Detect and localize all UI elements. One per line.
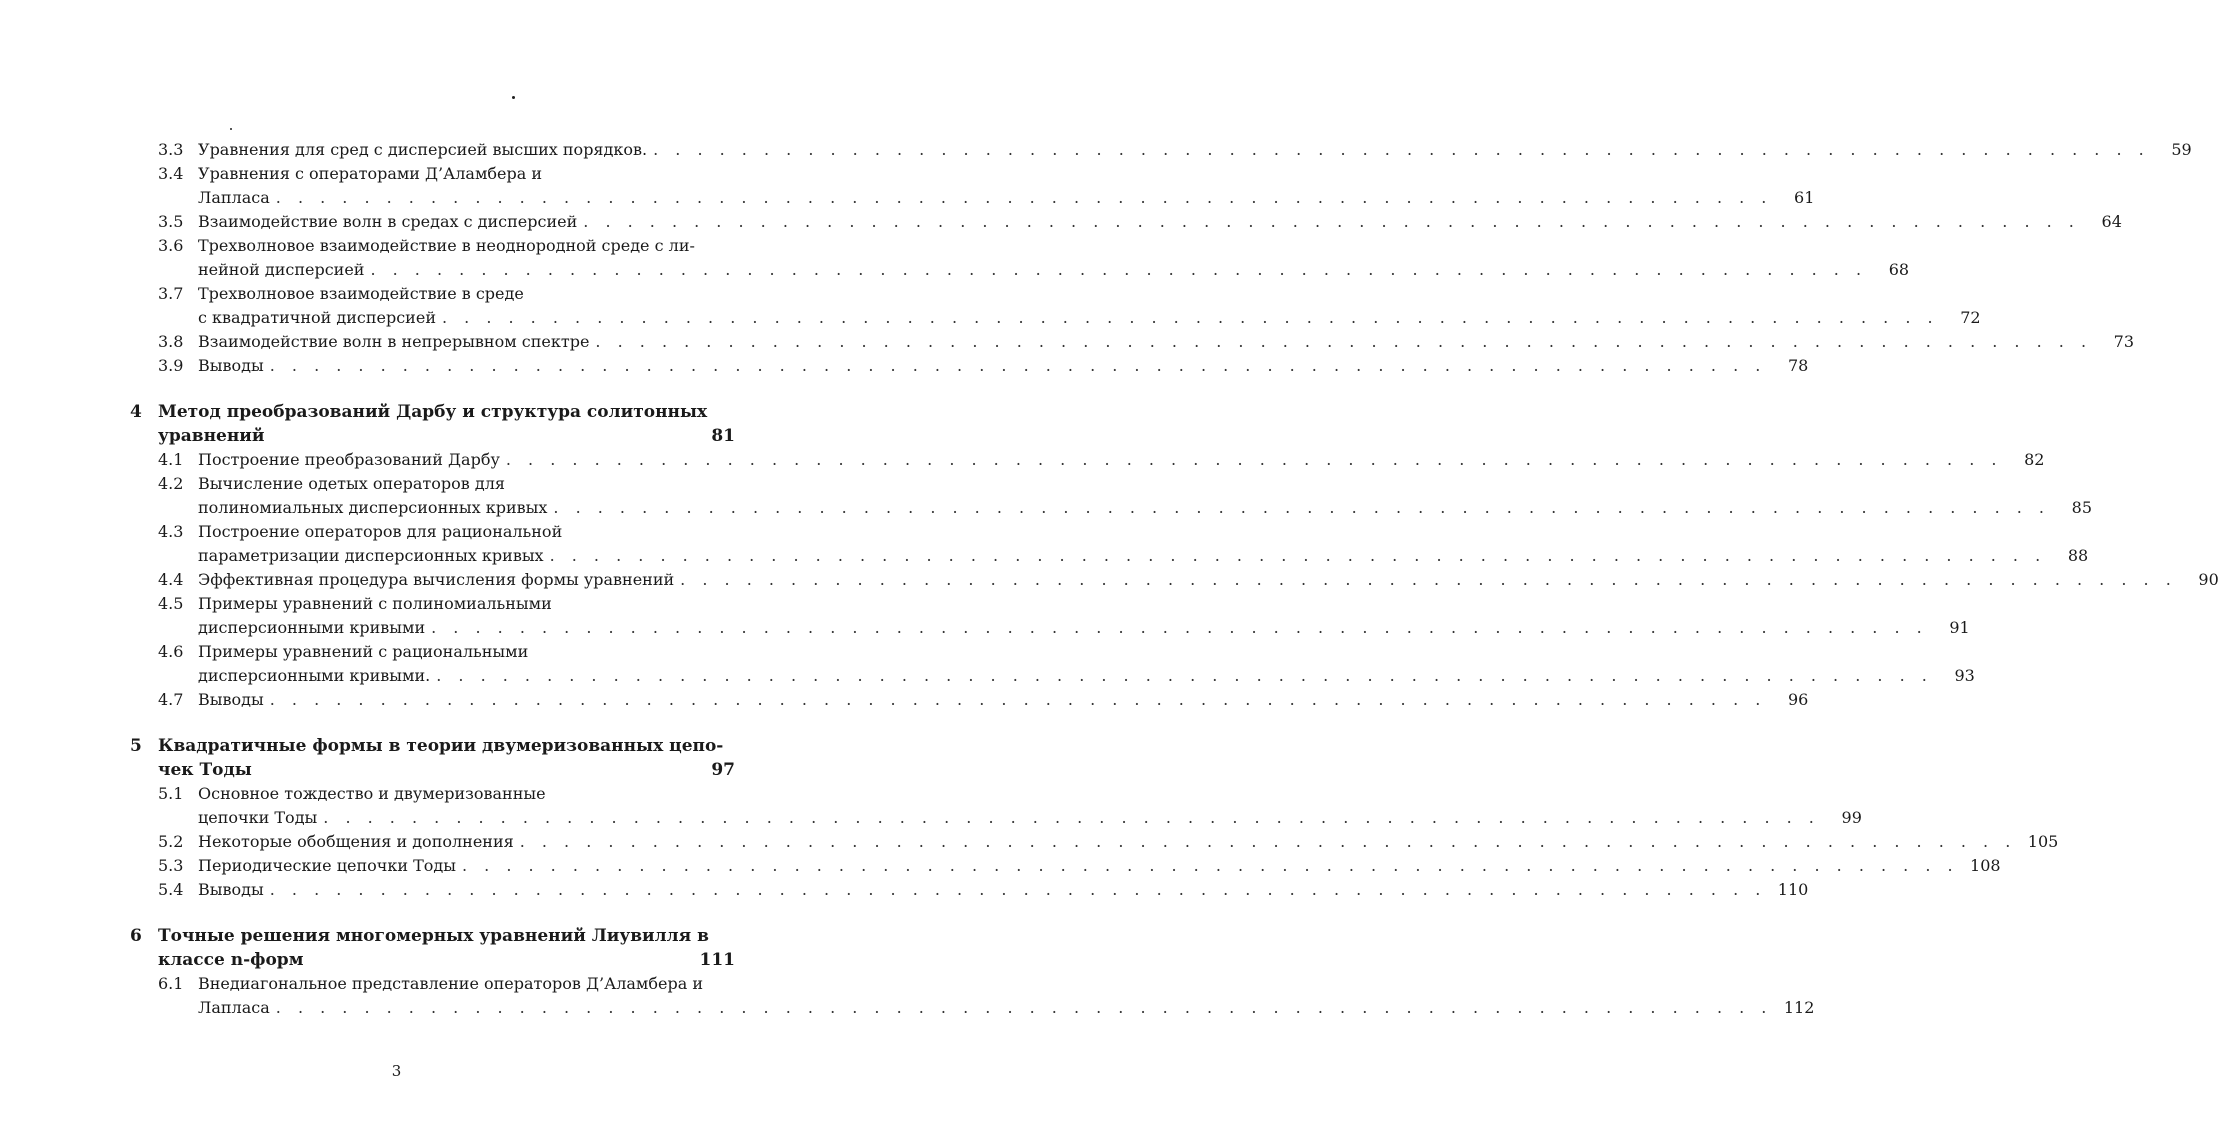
dot-leader: . . . . . . . . . . . . . . . . . . . . . . . . . . . . . . . . . . . . . . . . . . . . . . . . . . . . . . . . . . . . . . . . . . . . [680, 570, 2177, 589]
toc-entry-title: Некоторые обобщения и дополнения [198, 832, 514, 851]
toc-chapter-line [158, 424, 735, 448]
toc-entry[interactable] [130, 640, 1975, 688]
dot-leader: . . . . . . . . . . . . . . . . . . . . . . . . . . . . . . . . . . . . . . . . . . . . . . . . . . . . . . . . . . . . . . . . . . . . [519, 832, 2017, 851]
toc-entry-page: 110 [1777, 880, 1809, 899]
toc-entry-title: Взаимодействие волн в средах с дисперсией [198, 212, 578, 231]
toc-entry-line [198, 830, 2059, 854]
toc-entry-line [198, 138, 2192, 162]
toc-entry-body [198, 878, 1809, 902]
toc-chapter-number: 6 [130, 926, 142, 946]
toc-entry-number: 3.6 [158, 236, 184, 255]
toc-entry[interactable] [130, 448, 2045, 472]
dot-leader: . . . . . . . . . . . . . . . . . . . . . . . . . . . . . . . . . . . . . . . . . . . . . . . . . . . . . . . . . . . . . . . . . . . . [583, 212, 2080, 231]
toc-entry-line [198, 258, 1910, 282]
toc-entry-title: Эффективная процедура вычисления формы уравнений [198, 570, 675, 589]
toc-entry-title: полиномиальных дисперсионных кривых [198, 498, 548, 517]
toc-entry-number: 5.4 [158, 880, 184, 899]
toc-entry-number: 4.5 [158, 594, 184, 613]
toc-entry[interactable] [130, 282, 1981, 330]
toc-chapter-title: Точные решения многомерных уравнений Лиувилля в [158, 926, 709, 946]
toc-entry-line [198, 616, 1970, 640]
toc-entry[interactable] [130, 472, 2093, 520]
toc-entry-body [198, 854, 2001, 878]
toc-entry-page: 73 [2113, 332, 2135, 351]
toc-chapter-title: Метод преобразований Дарбу и структура солитонных [158, 402, 708, 422]
toc-entry-body [198, 448, 2045, 472]
toc-entry-body [198, 472, 2093, 520]
toc-entry-line [198, 186, 1815, 210]
toc-chapter-number: 4 [130, 402, 142, 422]
toc-entry-line [198, 544, 2089, 568]
toc-chapter-title: Квадратичные формы в теории двумеризованных цепо- [158, 736, 724, 756]
toc-entry-body [198, 234, 1910, 282]
toc-entry-number: 4.7 [158, 690, 184, 709]
toc-entry-body [198, 162, 1815, 210]
toc-entry-title: Выводы [198, 356, 264, 375]
toc-entry-body [198, 138, 2192, 162]
toc-entry-title: Взаимодействие волн в непрерывном спектре [198, 332, 590, 351]
table-of-contents [130, 138, 2219, 1020]
toc-entry-body [198, 520, 2089, 568]
toc-chapter-body [158, 734, 735, 782]
toc-entry-line [198, 210, 2122, 234]
toc-entry-page: 91 [1949, 618, 1970, 637]
toc-entry-page: 90 [2198, 570, 2219, 589]
toc-chapter-line [158, 924, 735, 948]
toc-entry-number: 4.4 [158, 570, 184, 589]
toc-entry-number: 4.2 [158, 474, 184, 493]
toc-entry-body [198, 210, 2122, 234]
toc-entry[interactable] [130, 568, 2219, 592]
toc-entry-line [198, 640, 735, 664]
toc-entry-line [198, 854, 2001, 878]
toc-chapter-line [158, 948, 735, 972]
toc-entry-page: 72 [1960, 308, 1981, 327]
toc-entry-line [198, 878, 1809, 902]
toc-entry-page: 64 [2101, 212, 2122, 231]
toc-entry-body [198, 688, 1809, 712]
toc-entry-line [198, 996, 1815, 1020]
toc-entry-title: Выводы [198, 880, 264, 899]
toc-entry-title: Построение операторов для рациональной [198, 522, 563, 541]
toc-entry-line [198, 972, 735, 996]
toc-entry-line [198, 664, 1975, 688]
dot-leader: . . . . . . . . . . . . . . . . . . . . . . . . . . . . . . . . . . . . . . . . . . . . . . . . . . . . . . . . . . . . . . . . . . . . [505, 450, 2003, 469]
dot-leader: . . . . . . . . . . . . . . . . . . . . . . . . . . . . . . . . . . . . . . . . . . . . . . . . . . . . . . . . . . . . . . . . . . . . [275, 998, 1773, 1017]
toc-entry-line [198, 306, 1981, 330]
toc-chapter-line [158, 400, 735, 424]
toc-entry[interactable] [130, 520, 2089, 568]
toc-entry-body [198, 330, 2135, 354]
dot-leader: . . . . . . . . . . . . . . . . . . . . . . . . . . . . . . . . . . . . . . . . . . . . . . . . . . . . . . . . . . . . . . . . . . . . [549, 546, 2047, 565]
toc-entry[interactable] [130, 782, 1862, 830]
toc-chapter-body [158, 400, 735, 448]
dot-leader: . . . . . . . . . . . . . . . . . . . . . . . . . . . . . . . . . . . . . . . . . . . . . . . . . . . . . . . . . . . . . . . . . . . . [553, 498, 2051, 517]
toc-chapter-page: 97 [711, 760, 735, 780]
toc-chapter-title: классе n-форм [158, 950, 304, 970]
toc-entry-line [198, 496, 2093, 520]
toc-entry-title: Периодические цепочки Тоды [198, 856, 456, 875]
toc-entry[interactable] [130, 878, 1809, 902]
dot-leader: . . . . . . . . . . . . . . . . . . . . . . . . . . . . . . . . . . . . . . . . . . . . . . . . . . . . . . . . . . . . . . . . . . . . [461, 856, 1959, 875]
toc-entry-line [198, 234, 735, 258]
dot-leader: . . . . . . . . . . . . . . . . . . . . . . . . . . . . . . . . . . . . . . . . . . . . . . . . . . . . . . . . . . . . . . . . . . . . [431, 618, 1928, 637]
toc-chapter-title: чек Тоды [158, 760, 252, 780]
toc-entry-title: дисперсионными кривыми. [198, 666, 431, 685]
toc-entry[interactable] [130, 330, 2135, 354]
dot-leader: . . . . . . . . . . . . . . . . . . . . . . . . . . . . . . . . . . . . . . . . . . . . . . . . . . . . . . . . . . . . . . . . . . . . [275, 188, 1773, 207]
toc-entry[interactable] [130, 234, 1910, 282]
dot-leader: . . . . . . . . . . . . . . . . . . . . . . . . . . . . . . . . . . . . . . . . . . . . . . . . . . . . . . . . . . . . . . . . . . . . [269, 880, 1767, 899]
toc-chapter[interactable] [130, 400, 735, 448]
toc-entry-page: 68 [1888, 260, 1910, 279]
toc-entry-title: Уравнения с операторами Д’Аламбера и [198, 164, 543, 183]
toc-entry-page: 82 [2024, 450, 2045, 469]
toc-chapter-page: 81 [711, 426, 735, 446]
toc-entry-page: 99 [1841, 808, 1862, 827]
scan-speck [230, 128, 232, 130]
toc-entry-page: 112 [1783, 998, 1815, 1017]
toc-entry-number: 5.1 [158, 784, 184, 803]
toc-entry-title: Примеры уравнений с рациональными [198, 642, 529, 661]
toc-entry-number: 4.3 [158, 522, 184, 541]
toc-entry-number: 3.7 [158, 284, 184, 303]
toc-entry[interactable] [130, 162, 1815, 210]
toc-chapter-body [158, 924, 735, 972]
toc-entry-title: Внедиагональное представление операторов Д’Аламбера и [198, 974, 703, 993]
dot-leader: . . . . . . . . . . . . . . . . . . . . . . . . . . . . . . . . . . . . . . . . . . . . . . . . . . . . . . . . . . . . . . . . . . . . [653, 140, 2150, 159]
toc-chapter-line [158, 758, 735, 782]
toc-entry-title: Основное тождество и двумеризованные [198, 784, 546, 803]
toc-chapter-page: 111 [699, 950, 735, 970]
dot-leader: . . . . . . . . . . . . . . . . . . . . . . . . . . . . . . . . . . . . . . . . . . . . . . . . . . . . . . . . . . . . . . . . . . . . [436, 666, 1933, 685]
toc-entry-title: Выводы [198, 690, 264, 709]
toc-entry-line [198, 472, 735, 496]
toc-entry-page: 108 [1970, 856, 2001, 875]
toc-entry-number: 3.9 [158, 356, 184, 375]
dot-leader: . . . . . . . . . . . . . . . . . . . . . . . . . . . . . . . . . . . . . . . . . . . . . . . . . . . . . . . . . . . . . . . . . . . . [595, 332, 2093, 351]
toc-entry-line [198, 354, 1809, 378]
toc-entry-number: 6.1 [158, 974, 184, 993]
toc-entry-line [198, 162, 735, 186]
toc-entry-body [198, 354, 1809, 378]
toc-entry-line [198, 688, 1809, 712]
toc-entry-title: Лапласа [198, 998, 270, 1017]
toc-entry[interactable] [130, 592, 1970, 640]
toc-entry[interactable] [130, 210, 2122, 234]
toc-entry-number: 5.3 [158, 856, 184, 875]
toc-entry-number: 3.3 [158, 140, 184, 159]
toc-entry-page: 96 [1787, 690, 1809, 709]
toc-entry-line [198, 282, 735, 306]
toc-entry-title: Трехволновое взаимодействие в среде [198, 284, 524, 303]
toc-entry-number: 3.5 [158, 212, 184, 231]
toc-entry-page: 85 [2071, 498, 2093, 517]
toc-entry-body [198, 640, 1975, 688]
scan-speck [512, 96, 515, 99]
toc-entry-title: Уравнения для сред с дисперсией высших порядков. [198, 140, 648, 159]
toc-entry-title: Примеры уравнений с полиномиальными [198, 594, 552, 613]
toc-entry-line [198, 592, 735, 616]
dot-leader: . . . . . . . . . . . . . . . . . . . . . . . . . . . . . . . . . . . . . . . . . . . . . . . . . . . . . . . . . . . . . . . . . . . . [269, 690, 1767, 709]
toc-entry[interactable] [130, 972, 1815, 1020]
toc-chapter[interactable] [130, 924, 735, 972]
toc-entry[interactable] [130, 830, 2059, 854]
page-number: 3 [391, 1062, 402, 1080]
toc-entry-title: дисперсионными кривыми [198, 618, 426, 637]
toc-entry[interactable] [130, 354, 1809, 378]
toc-entry-title: Лапласа [198, 188, 270, 207]
toc-entry-number: 3.8 [158, 332, 184, 351]
toc-entry-number: 5.2 [158, 832, 184, 851]
toc-entry-line [198, 330, 2135, 354]
toc-chapter[interactable] [130, 734, 735, 782]
toc-entry[interactable] [130, 138, 2192, 162]
toc-entry-body [198, 782, 1862, 830]
toc-entry-line [198, 782, 735, 806]
toc-entry-line [198, 806, 1862, 830]
dot-leader: . . . . . . . . . . . . . . . . . . . . . . . . . . . . . . . . . . . . . . . . . . . . . . . . . . . . . . . . . . . . . . . . . . . . [269, 356, 1767, 375]
toc-chapter-line [158, 734, 735, 758]
toc-entry-page: 105 [2027, 832, 2059, 851]
toc-entry-title: нейной дисперсией [198, 260, 365, 279]
toc-entry-line [198, 448, 2045, 472]
dot-leader: . . . . . . . . . . . . . . . . . . . . . . . . . . . . . . . . . . . . . . . . . . . . . . . . . . . . . . . . . . . . . . . . . . . . [323, 808, 1820, 827]
toc-entry-body [198, 830, 2059, 854]
toc-entry-line [198, 520, 735, 544]
toc-entry-title: с квадратичной дисперсией [198, 308, 436, 327]
toc-entry-page: 88 [2067, 546, 2089, 565]
toc-entry-page: 61 [1794, 188, 1815, 207]
toc-entry-page: 93 [1954, 666, 1975, 685]
toc-entry[interactable] [130, 688, 1809, 712]
toc-entry-number: 3.4 [158, 164, 184, 183]
toc-chapter-title: уравнений [158, 426, 265, 446]
toc-entry-title: Трехволновое взаимодействие в неоднородной среде с ли- [198, 236, 695, 255]
toc-entry-body [198, 972, 1815, 1020]
toc-entry-page: 59 [2171, 140, 2192, 159]
toc-entry-body [198, 282, 1981, 330]
toc-entry-title: параметризации дисперсионных кривых [198, 546, 544, 565]
toc-entry-body [198, 568, 2219, 592]
toc-chapter-number: 5 [130, 736, 142, 756]
toc-entry-title: Построение преобразований Дарбу [198, 450, 500, 469]
toc-entry-number: 4.6 [158, 642, 184, 661]
toc-entry-number: 4.1 [158, 450, 184, 469]
dot-leader: . . . . . . . . . . . . . . . . . . . . . . . . . . . . . . . . . . . . . . . . . . . . . . . . . . . . . . . . . . . . . . . . . . . . [370, 260, 1868, 279]
toc-entry[interactable] [130, 854, 2001, 878]
toc-entry-line [198, 568, 2219, 592]
toc-entry-title: цепочки Тоды [198, 808, 318, 827]
toc-entry-body [198, 592, 1970, 640]
toc-entry-page: 78 [1787, 356, 1809, 375]
dot-leader: . . . . . . . . . . . . . . . . . . . . . . . . . . . . . . . . . . . . . . . . . . . . . . . . . . . . . . . . . . . . . . . . . . . . [441, 308, 1939, 327]
toc-entry-title: Вычисление одетых операторов для [198, 474, 505, 493]
